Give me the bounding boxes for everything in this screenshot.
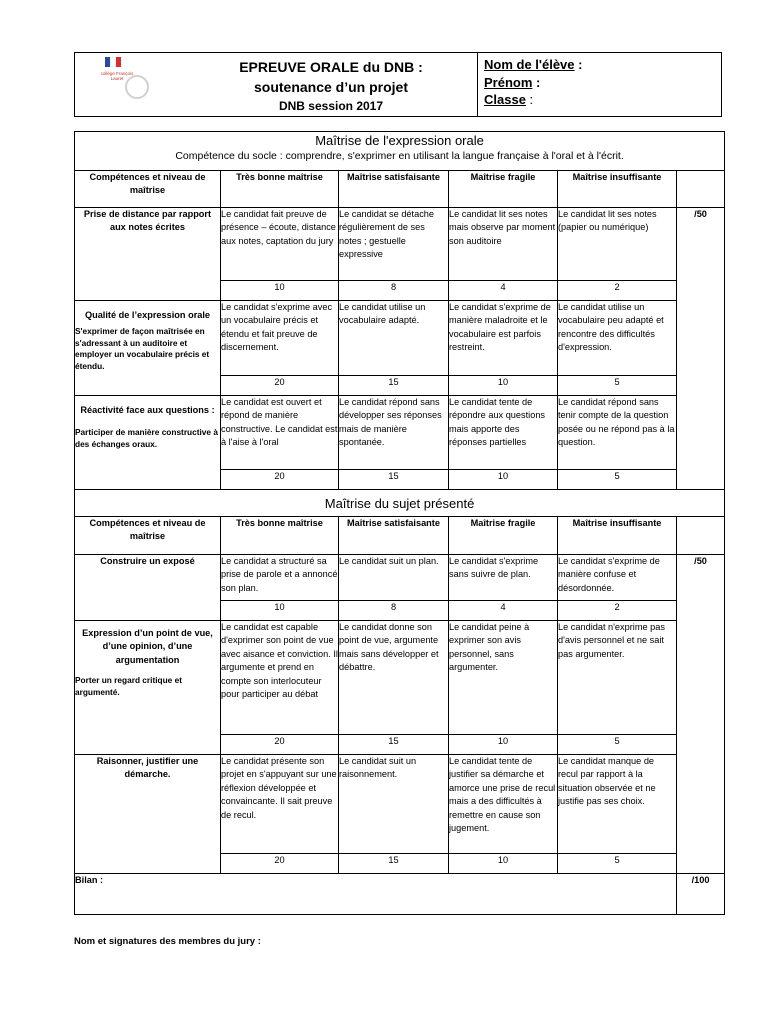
description-cell: Le candidat s'exprime sans suivre de plan. bbox=[449, 555, 558, 601]
points-cell[interactable]: 10 bbox=[449, 854, 558, 874]
col-header-satisfaisante: Maîtrise satisfaisante bbox=[339, 517, 449, 555]
points-cell[interactable]: 15 bbox=[339, 376, 449, 396]
evaluation-grid bbox=[74, 131, 725, 915]
description-cell: Le candidat suit un plan. bbox=[339, 555, 449, 601]
criterion-label: Réactivité face aux questions : bbox=[80, 405, 215, 415]
points-cell[interactable]: 15 bbox=[339, 735, 449, 755]
description-cell: Le candidat suit un raisonnement. bbox=[339, 755, 449, 854]
criterion-subtext: Participer de manière constructive à des échanges oraux. bbox=[75, 427, 218, 449]
header-total-cell bbox=[677, 517, 725, 555]
points-cell[interactable]: 2 bbox=[558, 281, 677, 301]
title-line-3: DNB session 2017 bbox=[278, 99, 384, 113]
prenom-colon: : bbox=[532, 74, 541, 90]
section2-header bbox=[75, 490, 725, 517]
criterion-label: Construire un exposé bbox=[100, 556, 195, 566]
section2-title: Maîtrise du sujet présenté bbox=[324, 495, 475, 511]
points-cell[interactable]: 10 bbox=[221, 281, 339, 301]
points-cell[interactable]: 4 bbox=[449, 281, 558, 301]
col-header-insuffisante: Maîtrise insuffisante bbox=[558, 517, 677, 555]
header-left bbox=[75, 53, 478, 116]
points-cell[interactable]: 5 bbox=[558, 376, 677, 396]
description-cell: Le candidat répond sans tenir compte de la question posée ou ne répond pas à la question. bbox=[558, 396, 677, 470]
criterion-cell bbox=[75, 396, 221, 490]
description-cell: Le candidat est ouvert et répond de manière constructive. Le candidat est à l'aise à l'oral bbox=[221, 396, 339, 470]
nom-label: Nom de l'élève bbox=[484, 57, 575, 72]
description-cell: Le candidat est capable d'exprimer son point de vue avec aisance et conviction. Il argumente et prend en compte son interlocuteur pour participer au débat bbox=[221, 621, 339, 735]
points-cell[interactable]: 10 bbox=[449, 376, 558, 396]
header-box bbox=[74, 52, 722, 117]
description-cell: Le candidat lit ses notes (papier ou numérique) bbox=[558, 208, 677, 281]
bilan-cell[interactable] bbox=[75, 874, 677, 915]
criterion-label: Expression d’un point de vue, d’une opinion, d’une argumentation bbox=[82, 628, 213, 665]
header-total-cell bbox=[677, 171, 725, 208]
description-cell: Le candidat tente de répondre aux questions mais apporte des réponses partielles bbox=[449, 396, 558, 470]
criterion-cell bbox=[75, 755, 221, 874]
description-cell: Le candidat peine à exprimer son avis personnel, sans argumenter. bbox=[449, 621, 558, 735]
nom-colon: : bbox=[574, 57, 583, 72]
description-cell: Le candidat s'exprime avec un vocabulaire précis et étendu et fait preuve de discernement. bbox=[221, 301, 339, 376]
title-line-1: EPREUVE ORALE du DNB : bbox=[239, 59, 423, 75]
description-cell: Le candidat donne son point de vue, argumente mais sans développer et débattre. bbox=[339, 621, 449, 735]
points-cell[interactable]: 20 bbox=[221, 735, 339, 755]
jury-signature-label: Nom et signatures des membres du jury : bbox=[74, 936, 261, 947]
criterion-cell bbox=[75, 208, 221, 301]
points-cell[interactable]: 5 bbox=[558, 854, 677, 874]
student-info bbox=[478, 53, 721, 116]
col-header-fragile: Maîtrise fragile bbox=[449, 517, 558, 555]
criterion-label: Raisonner, justifier une démarche. bbox=[96, 756, 199, 780]
col-header-satisfaisante: Maîtrise satisfaisante bbox=[339, 171, 449, 208]
points-cell[interactable]: 5 bbox=[558, 470, 677, 490]
points-cell[interactable]: 10 bbox=[449, 470, 558, 490]
logo-ring-icon bbox=[125, 75, 149, 99]
description-cell: Le candidat s'exprime de manière maladroite et le vocabulaire est parfois restreint. bbox=[449, 301, 558, 376]
description-cell: Le candidat lit ses notes mais observe par moment son auditoire bbox=[449, 208, 558, 281]
points-cell[interactable]: 4 bbox=[449, 601, 558, 621]
logo-text: collège François Lauret bbox=[100, 71, 134, 81]
exam-title bbox=[185, 57, 477, 115]
points-cell[interactable]: 15 bbox=[339, 470, 449, 490]
classe-field[interactable] bbox=[484, 91, 715, 109]
french-flag-icon bbox=[105, 57, 121, 67]
points-cell[interactable]: 20 bbox=[221, 376, 339, 396]
description-cell: Le candidat répond sans développer ses réponses mais de manière spontanée. bbox=[339, 396, 449, 470]
title-line-2: soutenance d’un projet bbox=[253, 79, 408, 95]
points-cell[interactable]: 20 bbox=[221, 854, 339, 874]
description-cell: Le candidat manque de recul par rapport à la situation observée et ne justifie pas ses choix. bbox=[558, 755, 677, 854]
col-header-competences: Compétences et niveau de maîtrise bbox=[75, 517, 221, 555]
points-cell[interactable]: 5 bbox=[558, 735, 677, 755]
points-cell[interactable]: 8 bbox=[339, 601, 449, 621]
points-cell[interactable]: 20 bbox=[221, 470, 339, 490]
col-header-competences: Compétences et niveau de maîtrise bbox=[75, 171, 221, 208]
section2-total[interactable]: /50 bbox=[677, 555, 725, 874]
criterion-cell bbox=[75, 621, 221, 755]
points-cell[interactable]: 15 bbox=[339, 854, 449, 874]
criterion-label: Prise de distance par rapport aux notes écrites bbox=[83, 209, 212, 233]
bilan-label: Bilan : bbox=[75, 875, 104, 885]
col-header-tres-bonne: Très bonne maîtrise bbox=[221, 171, 339, 208]
description-cell: Le candidat présente son projet en s'appuyant sur une réflexion développée et convaincante. Il sait preuve de recul. bbox=[221, 755, 339, 854]
section1-title: Maîtrise de l'expression orale bbox=[315, 133, 484, 148]
classe-label: Classe bbox=[484, 92, 526, 107]
section1-subtitle: Compétence du socle : comprendre, s'exprimer en utilisant la langue française à l'oral et à l'écrit. bbox=[175, 150, 624, 162]
section1-header bbox=[75, 132, 725, 171]
grand-total[interactable]: /100 bbox=[677, 874, 725, 915]
description-cell: Le candidat tente de justifier sa démarche et amorce une prise de recul mais a des difficultés à remettre en cause son jugement. bbox=[449, 755, 558, 854]
col-header-tres-bonne: Très bonne maîtrise bbox=[221, 517, 339, 555]
criterion-label: Qualité de l’expression orale bbox=[84, 310, 211, 320]
col-header-insuffisante: Maîtrise insuffisante bbox=[558, 171, 677, 208]
points-cell[interactable]: 2 bbox=[558, 601, 677, 621]
description-cell: Le candidat n'exprime pas d'avis personnel et ne sait pas argumenter. bbox=[558, 621, 677, 735]
criterion-cell bbox=[75, 555, 221, 621]
classe-colon: : bbox=[525, 92, 534, 107]
description-cell: Le candidat utilise un vocabulaire peu adapté et rencontre des difficultés d'expression. bbox=[558, 301, 677, 376]
school-logo bbox=[95, 57, 151, 113]
description-cell: Le candidat s'exprime de manière confuse et désordonnée. bbox=[558, 555, 677, 601]
criterion-subtext: S'exprimer de façon maîtrisée en s'adressant à un auditoire et employer un vocabulaire précis et étendu. bbox=[75, 326, 210, 371]
criterion-cell bbox=[75, 301, 221, 396]
prenom-label: Prénom bbox=[484, 74, 533, 90]
points-cell[interactable]: 8 bbox=[339, 281, 449, 301]
description-cell: Le candidat utilise un vocabulaire adapté. bbox=[339, 301, 449, 376]
section1-total[interactable]: /50 bbox=[677, 208, 725, 490]
description-cell: Le candidat fait preuve de présence – écoute, distance aux notes, captation du jury bbox=[221, 208, 339, 281]
description-cell: Le candidat a structuré sa prise de parole et a annoncé son plan. bbox=[221, 555, 339, 601]
col-header-fragile: Maîtrise fragile bbox=[449, 171, 558, 208]
points-cell[interactable]: 10 bbox=[449, 735, 558, 755]
prenom-field[interactable] bbox=[484, 74, 715, 92]
nom-field[interactable] bbox=[484, 56, 715, 74]
description-cell: Le candidat se détache régulièrement de ses notes ; gestuelle expressive bbox=[339, 208, 449, 281]
points-cell[interactable]: 10 bbox=[221, 601, 339, 621]
criterion-subtext: Porter un regard critique et argumenté. bbox=[75, 675, 182, 697]
